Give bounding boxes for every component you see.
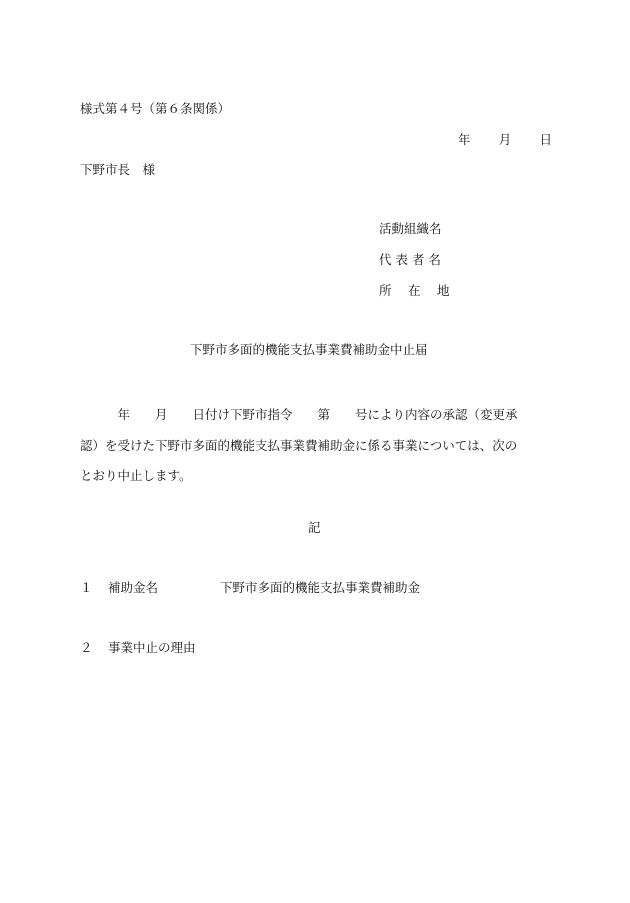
item-value: 下野市多面的機能支払事業費補助金: [220, 580, 421, 595]
item-number: １: [80, 580, 93, 595]
body-line-2: 認）を受けた下野市多面的機能支払事業費補助金に係る事業については、次の: [80, 437, 518, 453]
body-line-3: とおり中止します。: [80, 468, 192, 483]
date-month-label: 月: [498, 132, 512, 147]
representative-label: 代 表 者 名: [379, 252, 441, 267]
item-number: ２: [80, 640, 93, 655]
document-title: 下野市多面的機能支払事業費補助金中止届: [190, 342, 428, 357]
date-line: [458, 132, 552, 148]
item-cancel-reason: [80, 640, 196, 656]
addressee: 下野市長 様: [80, 162, 156, 177]
date-year-label: 年: [458, 132, 471, 147]
date-day-label: 日: [539, 132, 552, 147]
record-mark: 記: [308, 520, 321, 535]
form-number: 様式第４号（第６条関係）: [80, 101, 231, 116]
item-label: 事業中止の理由: [108, 640, 196, 655]
org-name-label: 活動組織名: [379, 221, 442, 236]
address-label: 所 在 地: [379, 283, 450, 298]
body-line-1: 年 月 日付け下野市指令 第 号により内容の承認（変更承: [80, 407, 518, 422]
body-paragraph: [80, 400, 550, 492]
item-subsidy-name: [80, 580, 420, 596]
item-label: 補助金名: [108, 580, 159, 595]
